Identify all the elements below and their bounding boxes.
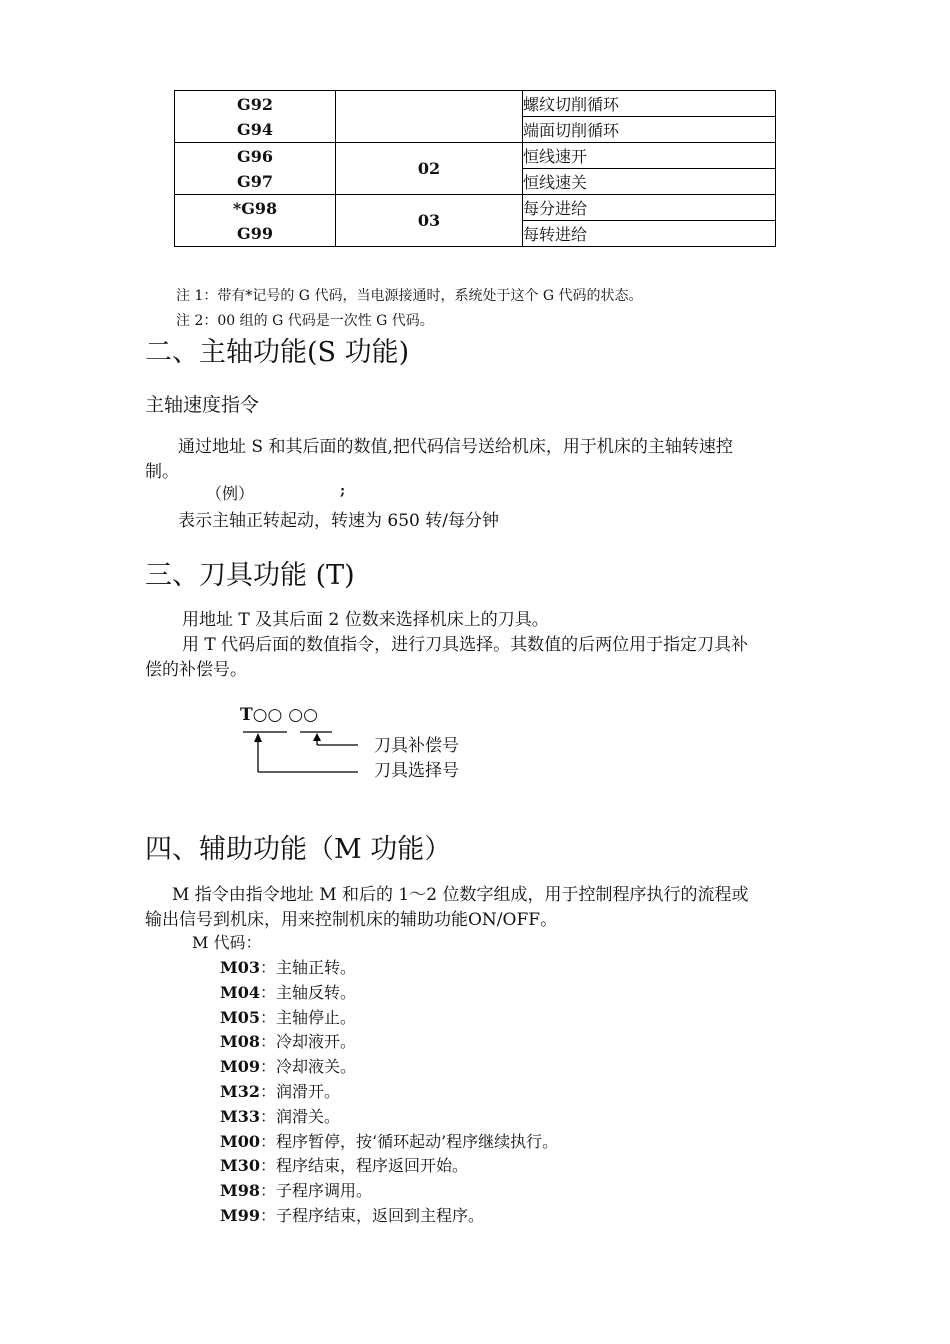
mcode-list-header: M 代码： [192,933,262,952]
mcode-desc: ：润滑开。 [259,1081,340,1101]
table-row [175,195,776,221]
mcode: M32 [220,1081,260,1101]
list-item [220,1079,558,1104]
section-4-para-line1: M 指令由指令地址 M 和后的 1～2 位数字组成，用于控制程序执行的流程或 [172,885,749,905]
mcode-desc: ：子程序结束，返回到主程序。 [259,1205,484,1225]
example-semicolon: ; [340,483,346,499]
desc-cell: 螺纹切削循环 [523,91,776,117]
desc-cell: 每转进给 [523,221,776,247]
list-item [220,955,558,980]
tcode-select-label: 刀具选择号 [374,761,459,781]
mcode: M99 [220,1205,260,1225]
list-item [220,1029,558,1054]
mcode: M09 [220,1057,260,1077]
gcode: G96 [237,146,273,166]
mcode: M30 [220,1156,260,1176]
section-3-title: 三、刀具功能 (T) [145,560,355,591]
list-item [220,980,558,1005]
example-description: 表示主轴正转起动，转速为 650 转/每分钟 [178,511,499,531]
list-item [220,1054,558,1079]
example-label: （例） [206,484,255,503]
list-item [220,1178,558,1203]
mcode-desc: ：程序暂停，按‘循环起动’程序继续执行。 [259,1131,559,1151]
list-item [220,1005,558,1030]
tcode-bracket-diagram [230,725,370,777]
table-row [175,91,776,117]
mcode-desc: ：冷却液开。 [259,1032,356,1052]
note-1: 注 1：带有*记号的 G 代码，当电源接通时，系统处于这个 G 代码的状态。 [176,288,643,304]
gcode: G94 [237,119,273,139]
desc-cell: 恒线速开 [523,143,776,169]
mcode: M03 [220,958,260,977]
mcode-list [220,955,558,1228]
mcode-desc: ：主轴反转。 [259,982,356,1002]
note-2: 注 2：00 组的 G 代码是一次性 G 代码。 [176,313,434,329]
desc-cell: 恒线速关 [523,169,776,195]
mcode-desc: ：子程序调用。 [259,1181,372,1201]
mcode: M04 [220,982,260,1002]
mcode: M33 [220,1106,260,1126]
mcode: M05 [220,1007,260,1027]
mcode-desc: ：程序结束，程序返回开始。 [259,1156,468,1176]
mcode-desc: ：主轴停止。 [259,1007,356,1027]
section-2-para-line1: 通过地址 S 和其后面的数值,把代码信号送给机床，用于机床的主轴转速控 [178,437,733,457]
list-item [220,1203,558,1228]
section-3-para2-line1: 用 T 代码后面的数值指令，进行刀具选择。其数值的后两位用于指定刀具补 [182,635,749,655]
mcode-desc: ：润滑关。 [259,1106,340,1126]
section-3-para2-line2: 偿的补偿号。 [145,660,247,680]
gcode: G92 [237,94,273,114]
gcode: G97 [237,171,273,191]
gcode: *G98 [232,198,278,218]
list-item [220,1153,558,1178]
mcode: M08 [220,1032,260,1052]
group-cell: 02 [336,143,523,195]
tcode-format: T○○ ○○ [240,705,318,725]
section-4-title: 四、辅助功能（M 功能） [145,834,452,865]
section-3-para1: 用地址 T 及其后面 2 位数来选择机床上的刀具。 [182,610,549,630]
gcode-cell [175,91,336,143]
section-2-title: 二、主轴功能(S 功能) [145,337,410,368]
list-item [220,1129,558,1154]
gcode: G99 [237,223,273,243]
gcode-cell [175,195,336,247]
group-cell [336,91,523,143]
section-4-para-line2: 输出信号到机床，用来控制机床的辅助功能ON/OFF。 [145,910,558,930]
desc-cell: 每分进给 [523,195,776,221]
mcode-desc: ：冷却液关。 [259,1057,356,1077]
tcode-offset-label: 刀具补偿号 [374,736,459,756]
gcode-table [174,90,776,247]
mcode: M00 [220,1131,260,1151]
section-2-subtitle: 主轴速度指令 [145,394,260,416]
mcode: M98 [220,1181,260,1201]
group-cell: 03 [336,195,523,247]
table-row [175,143,776,169]
list-item [220,1104,558,1129]
desc-cell: 端面切削循环 [523,117,776,143]
mcode-desc: ：主轴正转。 [259,958,356,977]
gcode-cell [175,143,336,195]
section-2-para-line2: 制。 [145,462,179,482]
